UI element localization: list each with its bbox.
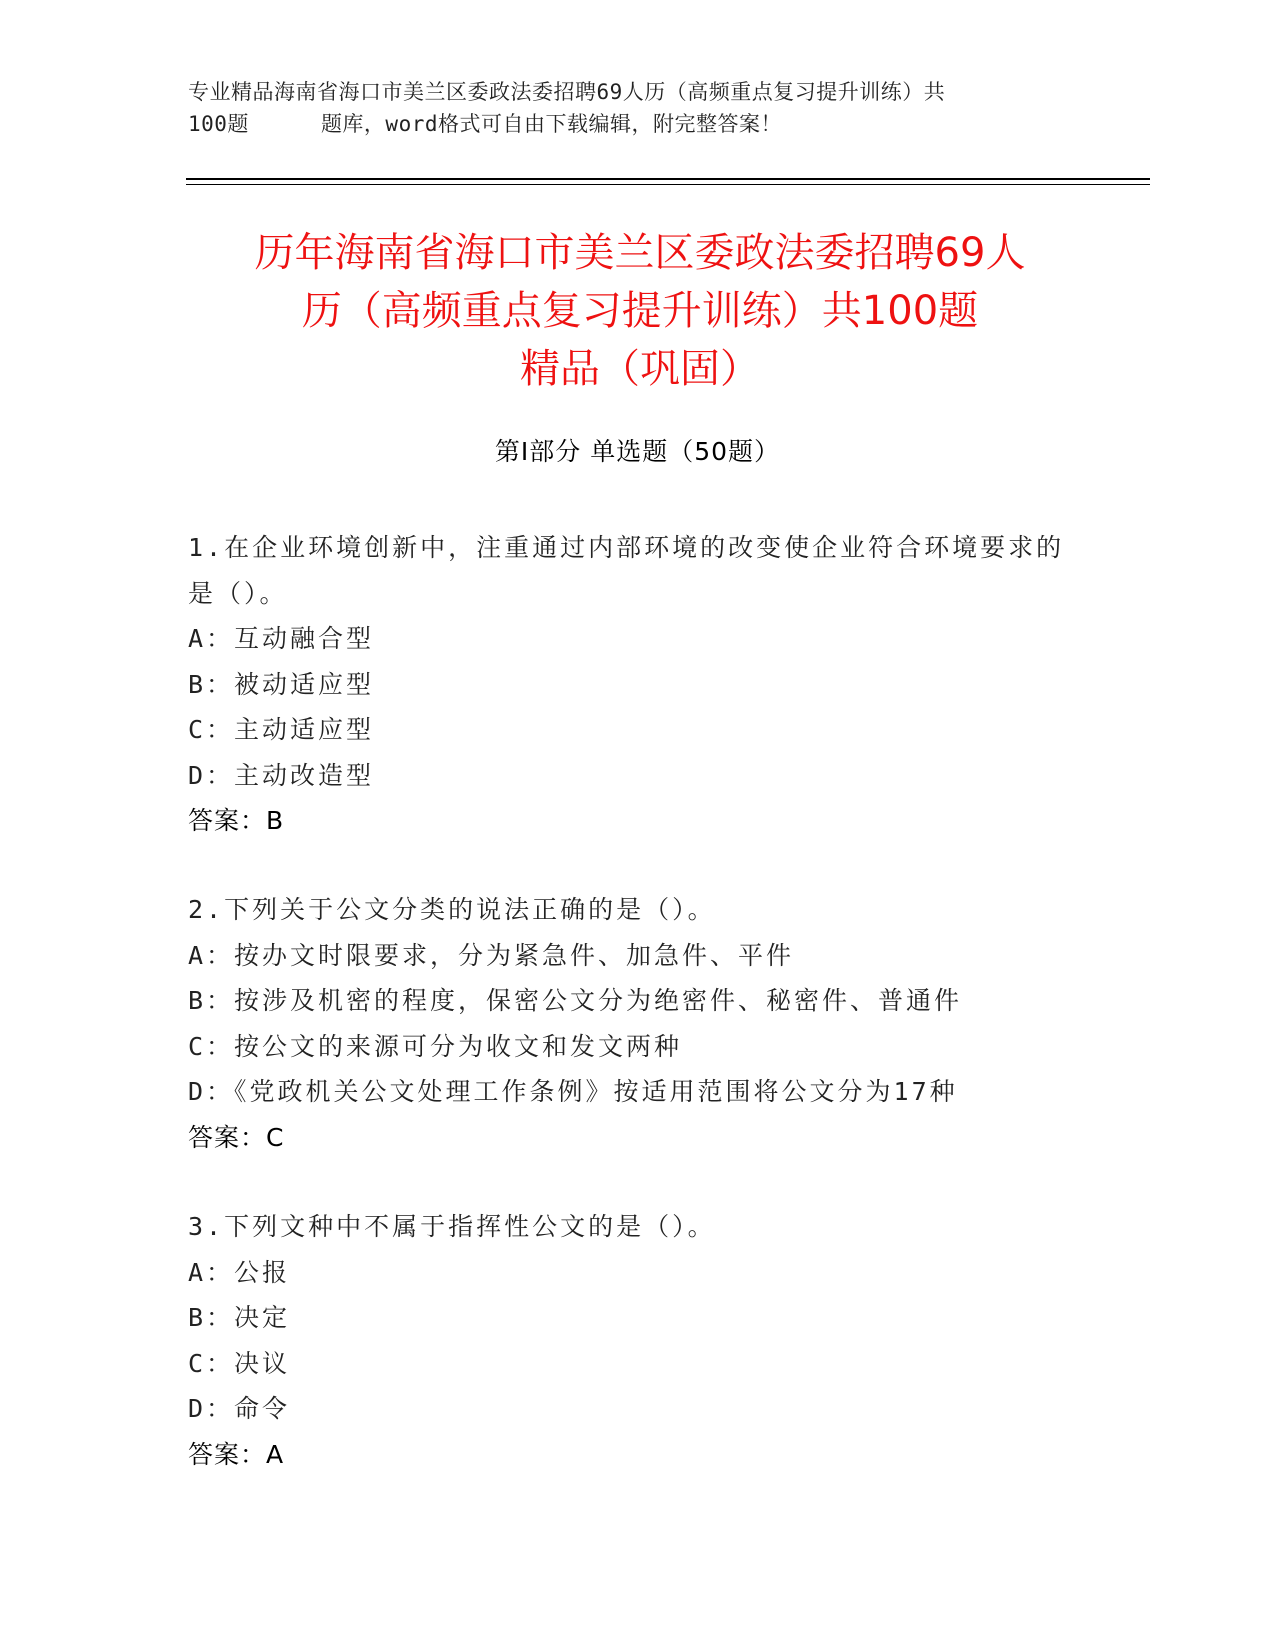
answer-line: 答案：A (188, 1439, 285, 1469)
header-rule-thin (186, 184, 1150, 185)
header-note-line2-end: 题库，word格式可自由下载编辑，附完整答案！ (320, 112, 783, 136)
answer-line: 答案：B (188, 806, 285, 835)
question-stem: 3.下列文种中不属于指挥性公文的是（）。 (188, 1212, 716, 1241)
option-a: A：按办文时限要求，分为紧急件、加急件、平件 (188, 940, 795, 970)
option-a: A：互动融合型 (188, 624, 375, 653)
option-d: D：主动改造型 (188, 760, 375, 790)
option-b: B：被动适应型 (188, 669, 375, 699)
document-title (160, 224, 1120, 398)
option-d: D：《党政机关公文处理工作条例》按适用范围将公文分为17种 (188, 1077, 958, 1106)
question-stem: 2.下列关于公文分类的说法正确的是（）。 (188, 895, 716, 924)
title-line-1: 历年海南省海口市美兰区委政法委招聘69人 (254, 230, 1026, 276)
option-c: C：主动适应型 (188, 715, 375, 744)
option-b: B：决定 (188, 1303, 291, 1332)
document-header-note (188, 76, 1088, 140)
question-item (188, 887, 1088, 1160)
question-stem: 1.在企业环境创新中，注重通过内部环境的改变使企业符合环境要求的是（）。 (188, 533, 1065, 608)
section-heading: 第I部分 单选题（50题） (494, 437, 781, 466)
option-a: A：公报 (188, 1257, 291, 1287)
answer-line: 答案：C (188, 1122, 285, 1152)
header-note-line1: 专业精品海南省海口市美兰区委政法委招聘69人历（高频重点复习提升训练）共 (188, 80, 946, 104)
question-item (188, 525, 1088, 844)
title-line-2: 历（高频重点复习提升训练）共100题 (301, 288, 979, 334)
option-b: B：按涉及机密的程度，保密公文分为绝密件、秘密件、普通件 (188, 986, 963, 1015)
option-d: D：命令 (188, 1394, 291, 1423)
header-note-line2-start: 100题 (188, 112, 249, 136)
header-rule-thick (186, 178, 1150, 180)
title-line-3: 精品（巩固） (520, 346, 760, 392)
option-c: C：按公文的来源可分为收文和发文两种 (188, 1031, 683, 1061)
option-c: C：决议 (188, 1348, 291, 1378)
question-item (188, 1204, 1088, 1477)
